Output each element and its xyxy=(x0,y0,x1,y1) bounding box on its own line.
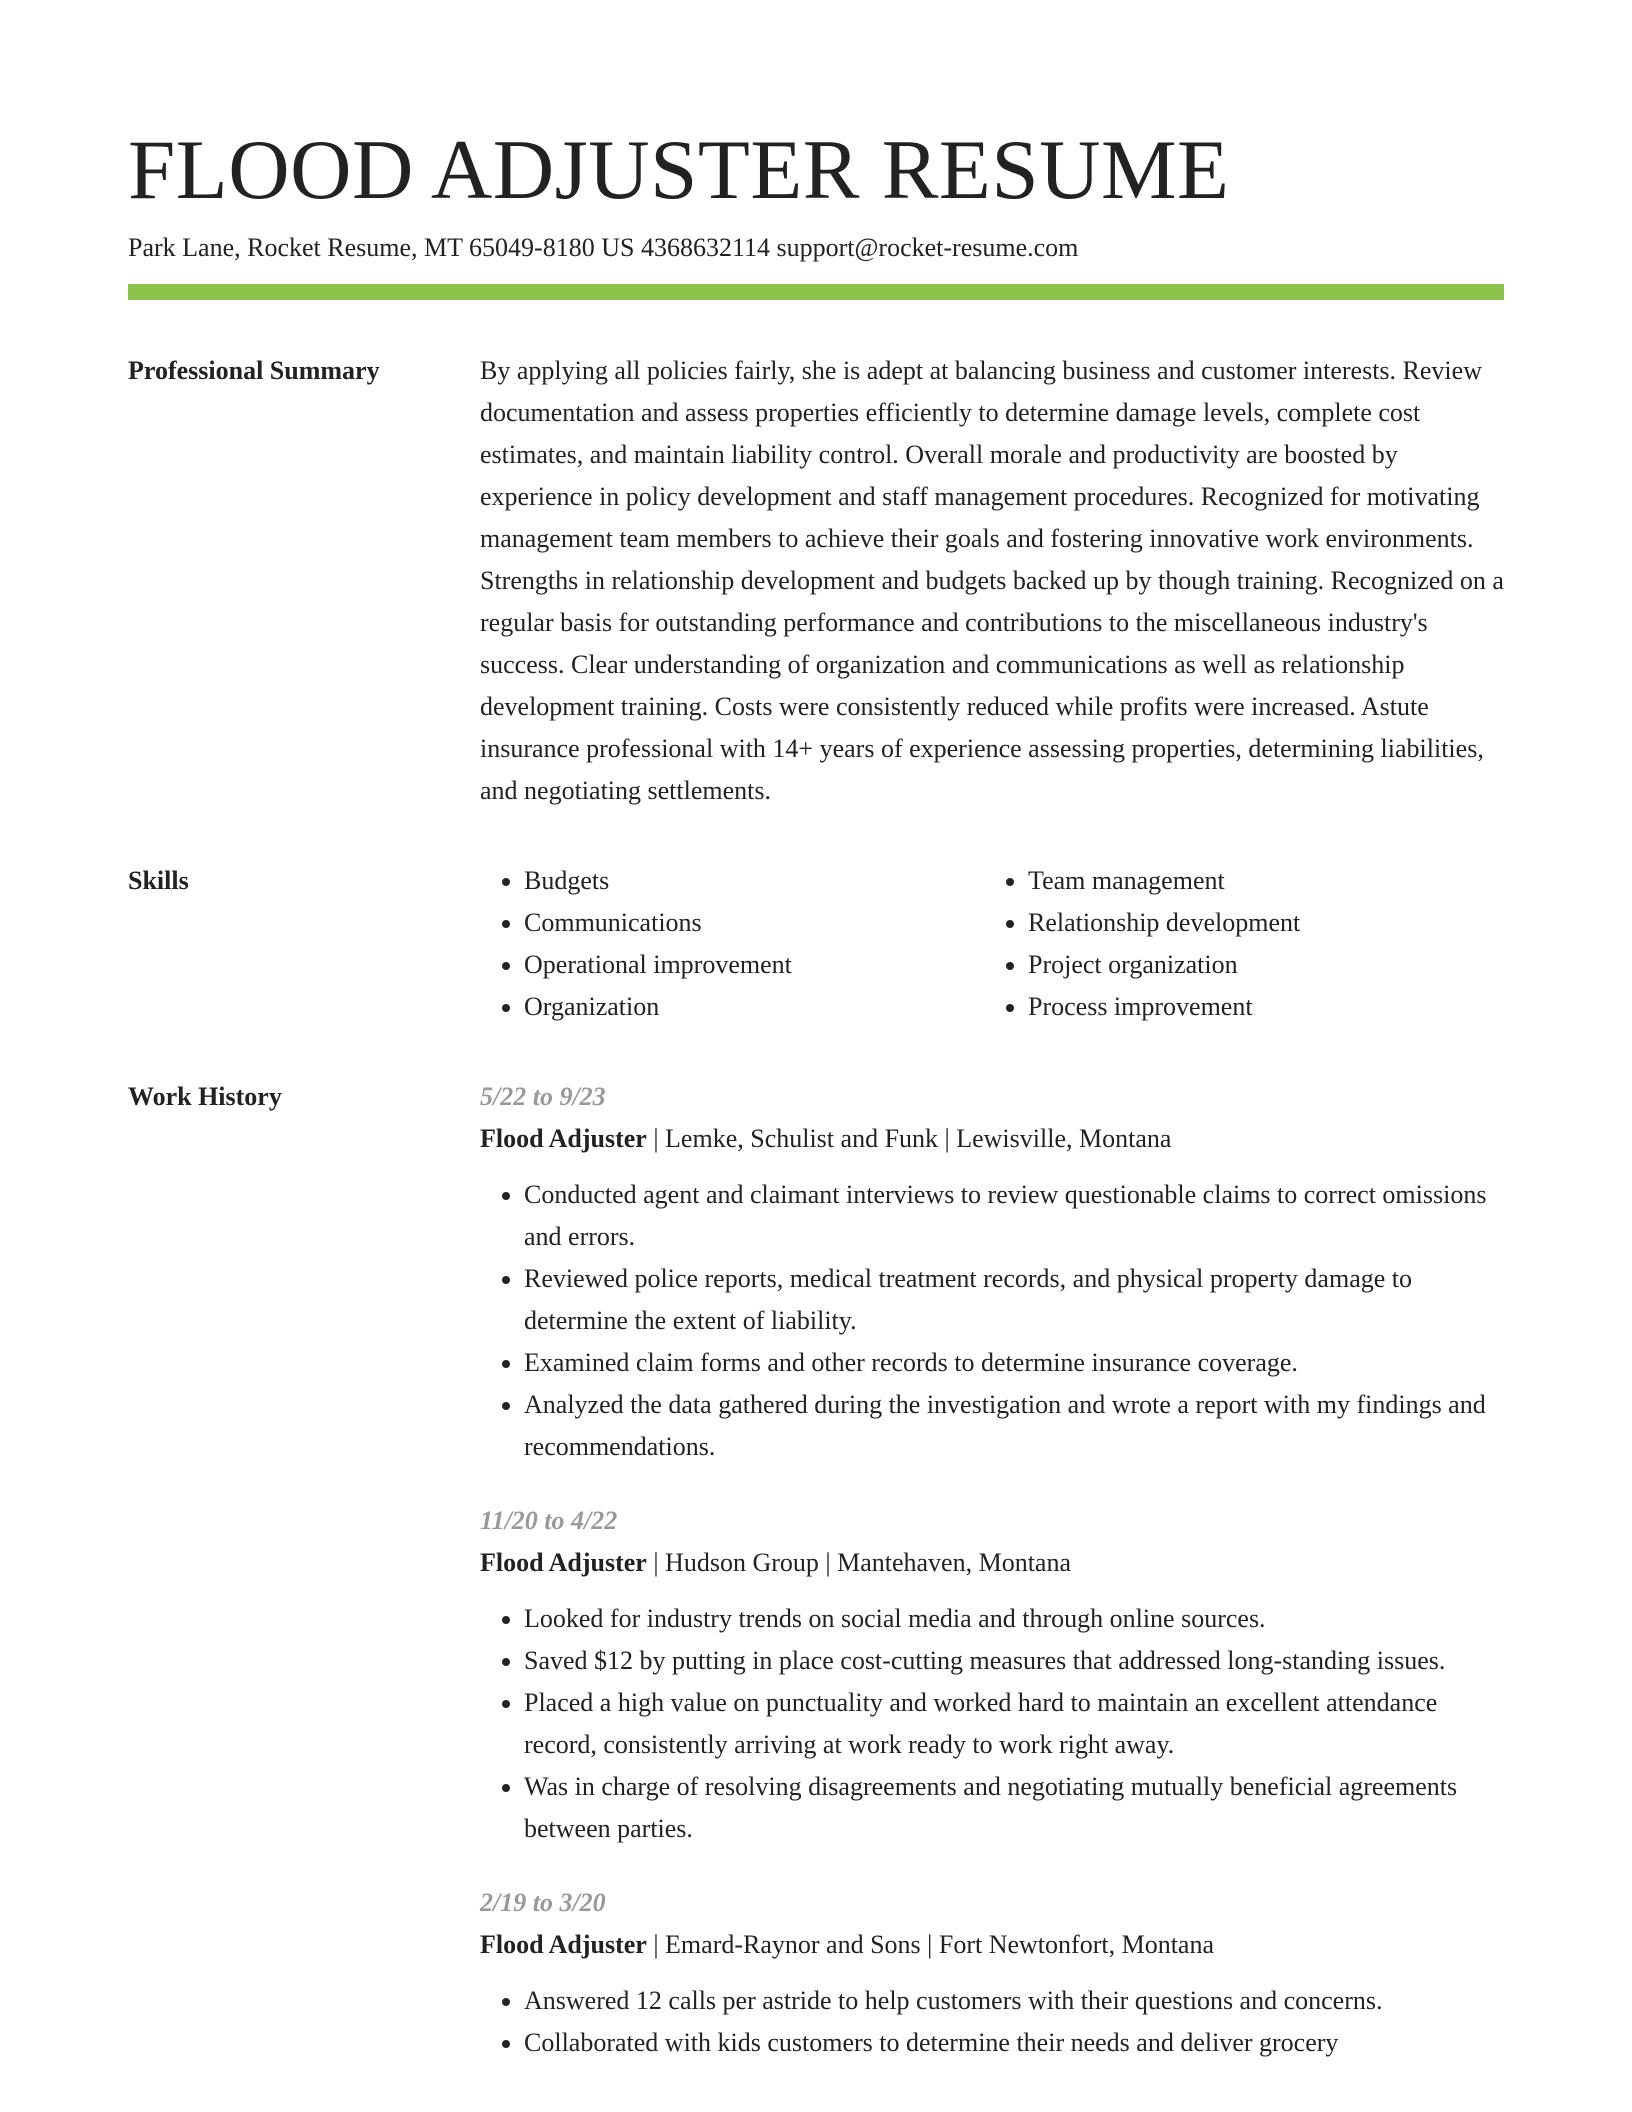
section-title-skills: Skills xyxy=(128,866,189,895)
header-divider xyxy=(128,284,1504,300)
section-title-work-history: Work History xyxy=(128,1082,282,1111)
skill-item: • Communications xyxy=(524,902,984,944)
summary-body xyxy=(480,350,1504,812)
job-dates: 5/22 to 9/23 xyxy=(480,1082,606,1111)
job-bullet: • Was in charge of resolving disagreements and negotiating mutually beneficial agreements between parties. xyxy=(524,1766,1504,1850)
skills-section xyxy=(128,860,1504,1028)
work-history-body xyxy=(480,1076,1504,2096)
contact-line: Park Lane, Rocket Resume, MT 65049-8180 US 4368632114 support@rocket-resume.com xyxy=(128,233,1079,262)
page-title: FLOOD ADJUSTER RESUME xyxy=(128,123,1230,217)
job-bullets xyxy=(480,1174,1504,1468)
job-heading xyxy=(480,1542,1504,1584)
job-bullet: • Reviewed police reports, medical treatment records, and physical property damage to determine the extent of liability. xyxy=(524,1258,1504,1342)
job-title: Flood Adjuster xyxy=(480,1548,647,1577)
skill-item: • Project organization xyxy=(1028,944,1488,986)
job-heading xyxy=(480,1924,1504,1966)
job-entry xyxy=(480,1500,1504,1850)
resume-page xyxy=(128,0,1504,2096)
work-history-section xyxy=(128,1076,1504,2096)
summary-section xyxy=(128,350,1504,812)
skill-item: • Operational improvement xyxy=(524,944,984,986)
job-title: Flood Adjuster xyxy=(480,1124,647,1153)
job-dates: 11/20 to 4/22 xyxy=(480,1506,618,1535)
summary-text: By applying all policies fairly, she is adept at balancing business and customer interests. Review documentation and assess properties efficiently to determine damage levels, complete cost estimates, and maintain liability control. Overall morale and productivity are boosted by experience in policy development and staff management procedures. Recognized for motivating management team members to achieve their goals and fostering innovative work environments. Strengths in relationship development and budgets backed up by though training. Recognized on a regular basis for outstanding performance and contributions to the miscellaneous industry's success. Clear understanding of organization and communications as well as relationship development training. Costs were consistently reduced while profits were increased. Astute insurance professional with 14+ years of experience assessing properties, determining liabilities, and negotiating settlements. xyxy=(480,356,1504,805)
job-bullet: • Collaborated with kids customers to determine their needs and deliver grocery xyxy=(524,2022,1504,2064)
skill-item: • Organization xyxy=(524,986,984,1028)
job-dates: 2/19 to 3/20 xyxy=(480,1888,606,1917)
skills-list xyxy=(480,860,1504,1028)
job-title: Flood Adjuster xyxy=(480,1930,647,1959)
job-bullets xyxy=(480,1980,1504,2064)
skills-column-right xyxy=(984,860,1488,1028)
section-title-summary: Professional Summary xyxy=(128,356,380,385)
job-heading xyxy=(480,1118,1504,1160)
job-entry xyxy=(480,1076,1504,1468)
skill-item: • Budgets xyxy=(524,860,984,902)
skill-item: • Process improvement xyxy=(1028,986,1488,1028)
job-bullet: • Examined claim forms and other records to determine insurance coverage. xyxy=(524,1342,1504,1384)
job-bullet: • Conducted agent and claimant interviews to review questionable claims to correct omissions and errors. xyxy=(524,1174,1504,1258)
skills-column-left xyxy=(480,860,984,1028)
job-employer-location: | Hudson Group | Mantehaven, Montana xyxy=(646,1548,1072,1577)
job-entry xyxy=(480,1882,1504,2064)
skill-item: • Relationship development xyxy=(1028,902,1488,944)
job-bullets xyxy=(480,1598,1504,1850)
job-employer-location: | Lemke, Schulist and Funk | Lewisville, Montana xyxy=(646,1124,1172,1153)
skill-item: • Team management xyxy=(1028,860,1488,902)
job-bullet: • Placed a high value on punctuality and worked hard to maintain an excellent attendance record, consistently arriving at work ready to work right away. xyxy=(524,1682,1504,1766)
job-bullet: • Analyzed the data gathered during the investigation and wrote a report with my findings and recommendations. xyxy=(524,1384,1504,1468)
job-bullet: • Saved $12 by putting in place cost-cutting measures that addressed long-standing issues. xyxy=(524,1640,1504,1682)
job-bullet: • Answered 12 calls per astride to help customers with their questions and concerns. xyxy=(524,1980,1504,2022)
job-bullet: • Looked for industry trends on social media and through online sources. xyxy=(524,1598,1504,1640)
job-employer-location: | Emard-Raynor and Sons | Fort Newtonfort, Montana xyxy=(646,1930,1214,1959)
